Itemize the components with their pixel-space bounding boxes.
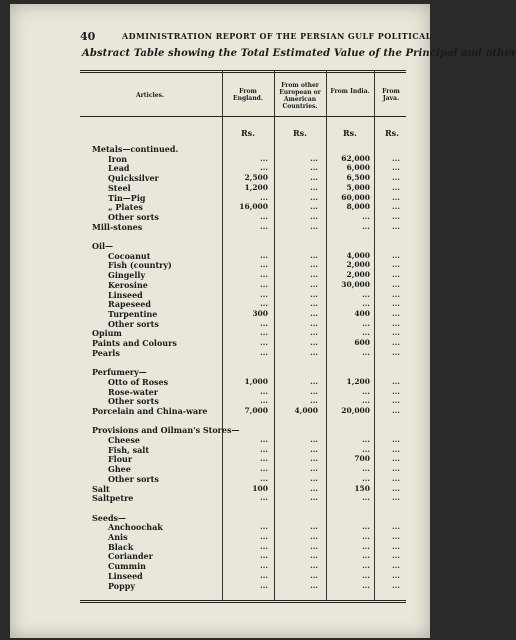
value-cell: ... — [362, 493, 370, 503]
row-label: Metals—continued. — [92, 144, 179, 154]
value-cell: 5,000 — [346, 182, 370, 192]
value-cell: ... — [260, 279, 268, 289]
value-cell: ... — [392, 289, 400, 299]
currency-label: Rs. — [293, 128, 307, 138]
value-cell: ... — [362, 444, 370, 454]
table-row — [80, 484, 406, 494]
value-cell: ... — [310, 289, 318, 299]
row-label: Paints and Colours — [92, 338, 177, 348]
value-cell: ... — [362, 561, 370, 571]
value-cell: ... — [392, 192, 400, 202]
value-cell: ... — [260, 561, 268, 571]
running-title: ADMINISTRATION REPORT OF THE PERSIAN GULF POLITICAL — [122, 31, 432, 41]
value-cell: ... — [392, 347, 400, 357]
table-bottom-rule — [80, 600, 406, 603]
table-row — [80, 309, 406, 319]
row-label: Lead — [108, 163, 130, 174]
value-cell: ... — [260, 493, 268, 503]
value-cell: ... — [310, 376, 318, 386]
row-label: Rose-water — [108, 386, 158, 397]
value-cell: ... — [310, 270, 318, 280]
table-row — [80, 561, 406, 571]
value-cell: ... — [310, 551, 318, 561]
value-cell: ... — [392, 153, 400, 163]
table-row — [80, 571, 406, 581]
value-cell: 6,000 — [346, 163, 370, 173]
table-row — [80, 260, 406, 270]
value-cell: ... — [260, 396, 268, 406]
table-row — [80, 290, 406, 300]
value-cell: ... — [392, 405, 400, 415]
value-cell: ... — [310, 221, 318, 231]
table-row — [80, 212, 406, 222]
value-cell: ... — [310, 338, 318, 347]
table-row — [80, 425, 406, 435]
value-cell: ... — [392, 561, 400, 571]
value-cell: ... — [392, 202, 400, 212]
value-cell: ... — [310, 328, 318, 338]
value-cell: ... — [362, 580, 370, 590]
value-cell: ... — [362, 299, 370, 309]
table-row — [80, 493, 406, 503]
value-cell: ... — [310, 192, 318, 202]
table-row — [80, 299, 406, 309]
value-cell: ... — [260, 435, 268, 444]
row-label: Provisions and Oilman's Stores— — [92, 425, 240, 436]
table-row — [80, 280, 406, 290]
value-cell: ... — [260, 328, 268, 338]
value-cell: ... — [392, 173, 400, 183]
value-cell: ... — [260, 270, 268, 280]
table-row — [80, 581, 406, 591]
row-label: Steel — [108, 182, 131, 193]
table-row — [80, 183, 406, 193]
value-cell: ... — [392, 279, 400, 289]
value-cell: 400 — [354, 308, 370, 318]
value-cell: ... — [392, 386, 400, 396]
value-cell: ... — [392, 493, 400, 503]
table-row — [80, 396, 406, 406]
value-cell: ... — [260, 454, 268, 464]
row-label: Otto of Roses — [108, 376, 169, 387]
value-cell: ... — [310, 202, 318, 212]
table-row — [80, 270, 406, 280]
currency-label: Rs. — [343, 128, 357, 138]
value-cell: ... — [392, 464, 400, 474]
currency-label: Rs. — [241, 128, 255, 138]
row-label: Cummin — [108, 561, 146, 572]
value-cell: ... — [362, 347, 370, 357]
value-cell: ... — [392, 250, 400, 260]
row-label: Ghee — [108, 464, 131, 475]
value-cell: ... — [392, 522, 400, 532]
value-cell: ... — [310, 483, 318, 493]
value-cell: ... — [392, 308, 400, 318]
value-cell: ... — [310, 318, 318, 328]
value-cell: ... — [260, 347, 268, 357]
table-row — [80, 367, 406, 377]
value-cell: ... — [362, 541, 370, 551]
value-cell: ... — [310, 182, 318, 192]
value-cell: ... — [310, 435, 318, 444]
value-cell: ... — [260, 250, 268, 260]
table-row — [80, 319, 406, 329]
value-cell: ... — [310, 299, 318, 309]
value-cell: ... — [260, 260, 268, 270]
value-cell: ... — [310, 532, 318, 541]
value-cell: 30,000 — [341, 279, 370, 289]
value-cell: ... — [310, 570, 318, 580]
value-cell: ... — [260, 299, 268, 309]
table-row — [80, 173, 406, 183]
row-label: Seeds— — [92, 512, 127, 523]
value-cell: ... — [392, 260, 400, 270]
value-cell: ... — [260, 570, 268, 580]
table-row — [80, 241, 406, 251]
row-label: „ Plates — [108, 202, 143, 213]
row-label: Coriander — [108, 551, 153, 562]
row-label: Cocoanut — [108, 250, 151, 261]
value-cell: ... — [310, 454, 318, 464]
value-cell: 62,000 — [341, 153, 370, 163]
table-row — [80, 154, 406, 164]
value-cell: ... — [362, 532, 370, 541]
value-cell: ... — [310, 464, 318, 474]
value-cell: 2,500 — [244, 173, 268, 183]
table-row — [80, 377, 406, 387]
value-cell: 2,000 — [346, 260, 370, 270]
table-row — [80, 551, 406, 561]
row-label: Cheese — [108, 435, 140, 445]
row-label: Tin—Pig — [108, 192, 146, 203]
value-cell: ... — [392, 444, 400, 454]
value-cell: ... — [260, 532, 268, 541]
header-bottom-rule — [80, 116, 406, 117]
value-cell: ... — [392, 221, 400, 231]
value-cell: 16,000 — [239, 202, 268, 212]
row-label: Saltpetre — [92, 493, 134, 504]
value-cell: 1,000 — [244, 376, 268, 386]
value-cell: ... — [260, 163, 268, 173]
column-header-articles: Articles. — [135, 92, 165, 99]
table-row — [80, 445, 406, 455]
table-row — [80, 513, 406, 523]
value-cell: ... — [310, 473, 318, 483]
value-cell: 4,000 — [294, 405, 318, 415]
row-label: Pearls — [92, 347, 120, 358]
row-label: Oil— — [92, 241, 114, 251]
value-cell: ... — [260, 338, 268, 347]
row-label: Mill-stones — [92, 221, 143, 232]
value-cell: 2,000 — [346, 270, 370, 280]
value-cell: ... — [392, 454, 400, 464]
value-cell: 7,000 — [244, 405, 268, 415]
table-row — [80, 406, 406, 416]
value-cell: ... — [392, 270, 400, 280]
table-spacer-row — [80, 357, 406, 367]
value-cell: 60,000 — [341, 192, 370, 202]
value-cell: ... — [310, 347, 318, 357]
value-cell: ... — [310, 173, 318, 183]
value-cell: ... — [260, 289, 268, 299]
value-cell: ... — [362, 464, 370, 474]
value-cell: ... — [310, 444, 318, 454]
row-label: Kerosine — [108, 279, 148, 290]
currency-label: Rs. — [385, 128, 399, 138]
value-cell: ... — [392, 182, 400, 192]
value-cell: 300 — [252, 308, 268, 318]
table-row — [80, 144, 406, 154]
value-cell: ... — [392, 396, 400, 406]
document-page — [10, 4, 516, 638]
table-top-rule — [80, 70, 406, 73]
value-cell: 8,000 — [346, 202, 370, 212]
table-row — [80, 474, 406, 484]
value-cell: ... — [362, 221, 370, 231]
table-row — [80, 222, 406, 232]
value-cell: ... — [260, 318, 268, 328]
value-cell: ... — [260, 153, 268, 163]
table-row — [80, 328, 406, 338]
value-cell: ... — [310, 386, 318, 396]
value-cell: 600 — [354, 338, 370, 347]
value-cell: ... — [362, 289, 370, 299]
row-label: Other sorts — [108, 318, 159, 329]
value-cell: ... — [362, 211, 370, 221]
column-header-england: From England. — [233, 88, 263, 102]
row-label: Linseed — [108, 570, 143, 581]
table-spacer-row — [80, 416, 406, 426]
row-label: Other sorts — [108, 211, 159, 222]
column-header-other-countries: From other European or American Countries. — [279, 82, 321, 110]
row-label: Black — [108, 541, 134, 552]
value-cell: ... — [392, 211, 400, 221]
value-cell: ... — [310, 561, 318, 571]
row-label: Other sorts — [108, 473, 159, 484]
value-cell: ... — [260, 541, 268, 551]
value-cell: 1,200 — [244, 182, 268, 192]
table-row — [80, 532, 406, 542]
value-cell: ... — [260, 464, 268, 474]
value-cell: ... — [362, 318, 370, 328]
value-cell: ... — [260, 386, 268, 396]
row-label: Other sorts — [108, 396, 159, 407]
value-cell: ... — [392, 299, 400, 309]
row-label: Flour — [108, 454, 133, 465]
row-label: Rapeseed — [108, 299, 151, 310]
value-cell: 700 — [354, 454, 370, 464]
row-label: Fish (country) — [108, 260, 172, 271]
page-header — [10, 30, 430, 44]
value-cell: ... — [310, 308, 318, 318]
value-cell: ... — [392, 541, 400, 551]
value-cell: ... — [310, 522, 318, 532]
value-cell: 6,500 — [346, 173, 370, 183]
value-cell: ... — [392, 163, 400, 173]
table-row — [80, 348, 406, 358]
value-cell: ... — [392, 338, 400, 347]
row-label: Opium — [92, 328, 122, 339]
row-label: Perfumery— — [92, 367, 147, 378]
value-cell: ... — [260, 221, 268, 231]
value-cell: ... — [310, 396, 318, 406]
value-cell: ... — [310, 279, 318, 289]
table-spacer-row — [80, 503, 406, 513]
row-label: Anis — [108, 532, 128, 542]
value-cell: 1,200 — [346, 376, 370, 386]
value-cell: ... — [392, 532, 400, 541]
table-row — [80, 163, 406, 173]
value-cell: ... — [362, 473, 370, 483]
value-cell: ... — [310, 250, 318, 260]
table-spacer-row — [80, 231, 406, 241]
row-label: Fish, salt — [108, 444, 150, 455]
value-cell: ... — [310, 580, 318, 590]
table-row — [80, 251, 406, 261]
value-cell: ... — [310, 260, 318, 270]
value-cell: ... — [310, 493, 318, 503]
row-label: Anchoochak — [108, 522, 163, 533]
value-cell: ... — [260, 211, 268, 221]
page-number: 40 — [80, 30, 96, 43]
row-label: Turpentine — [108, 308, 158, 319]
value-cell: ... — [260, 522, 268, 532]
value-cell: ... — [310, 163, 318, 173]
value-cell: 4,000 — [346, 250, 370, 260]
value-cell: ... — [392, 435, 400, 444]
table-row — [80, 435, 406, 445]
value-cell: ... — [392, 318, 400, 328]
value-cell: ... — [310, 153, 318, 163]
row-label: Iron — [108, 153, 128, 164]
table-row — [80, 542, 406, 552]
value-cell: ... — [392, 376, 400, 386]
row-label: Quicksilver — [108, 173, 159, 184]
value-cell: ... — [260, 473, 268, 483]
value-cell: ... — [362, 396, 370, 406]
table-row — [80, 522, 406, 532]
row-label: Linseed — [108, 289, 143, 300]
value-cell: ... — [260, 551, 268, 561]
table-title: Abstract Table showing the Total Estimated Value of the Principal and other — [82, 48, 516, 59]
value-cell: ... — [392, 580, 400, 590]
table-row — [80, 202, 406, 212]
value-cell: ... — [392, 473, 400, 483]
value-cell: ... — [260, 580, 268, 590]
column-header-java: From Java. — [382, 88, 400, 102]
column-header-india: From India. — [330, 88, 370, 95]
value-cell: ... — [260, 444, 268, 454]
value-cell: ... — [362, 328, 370, 338]
value-cell: ... — [260, 192, 268, 202]
table-row — [80, 193, 406, 203]
table-row — [80, 454, 406, 464]
value-cell: 100 — [252, 483, 268, 493]
row-label: Gingelly — [108, 270, 146, 281]
value-cell: ... — [392, 328, 400, 338]
value-cell: ... — [362, 522, 370, 532]
value-cell: ... — [362, 551, 370, 561]
value-cell: ... — [310, 541, 318, 551]
value-cell: ... — [392, 570, 400, 580]
table-row — [80, 464, 406, 474]
table-row — [80, 387, 406, 397]
table-row — [80, 338, 406, 348]
row-label: Salt — [92, 483, 110, 494]
value-cell: ... — [362, 386, 370, 396]
value-cell: 150 — [354, 483, 370, 493]
value-cell: ... — [392, 483, 400, 493]
row-label: Poppy — [108, 580, 135, 591]
value-cell: ... — [310, 211, 318, 221]
value-cell: ... — [362, 435, 370, 444]
value-cell: ... — [392, 551, 400, 561]
value-cell: 20,000 — [341, 405, 370, 415]
row-label: Porcelain and China-ware — [92, 405, 208, 416]
value-cell: ... — [362, 570, 370, 580]
